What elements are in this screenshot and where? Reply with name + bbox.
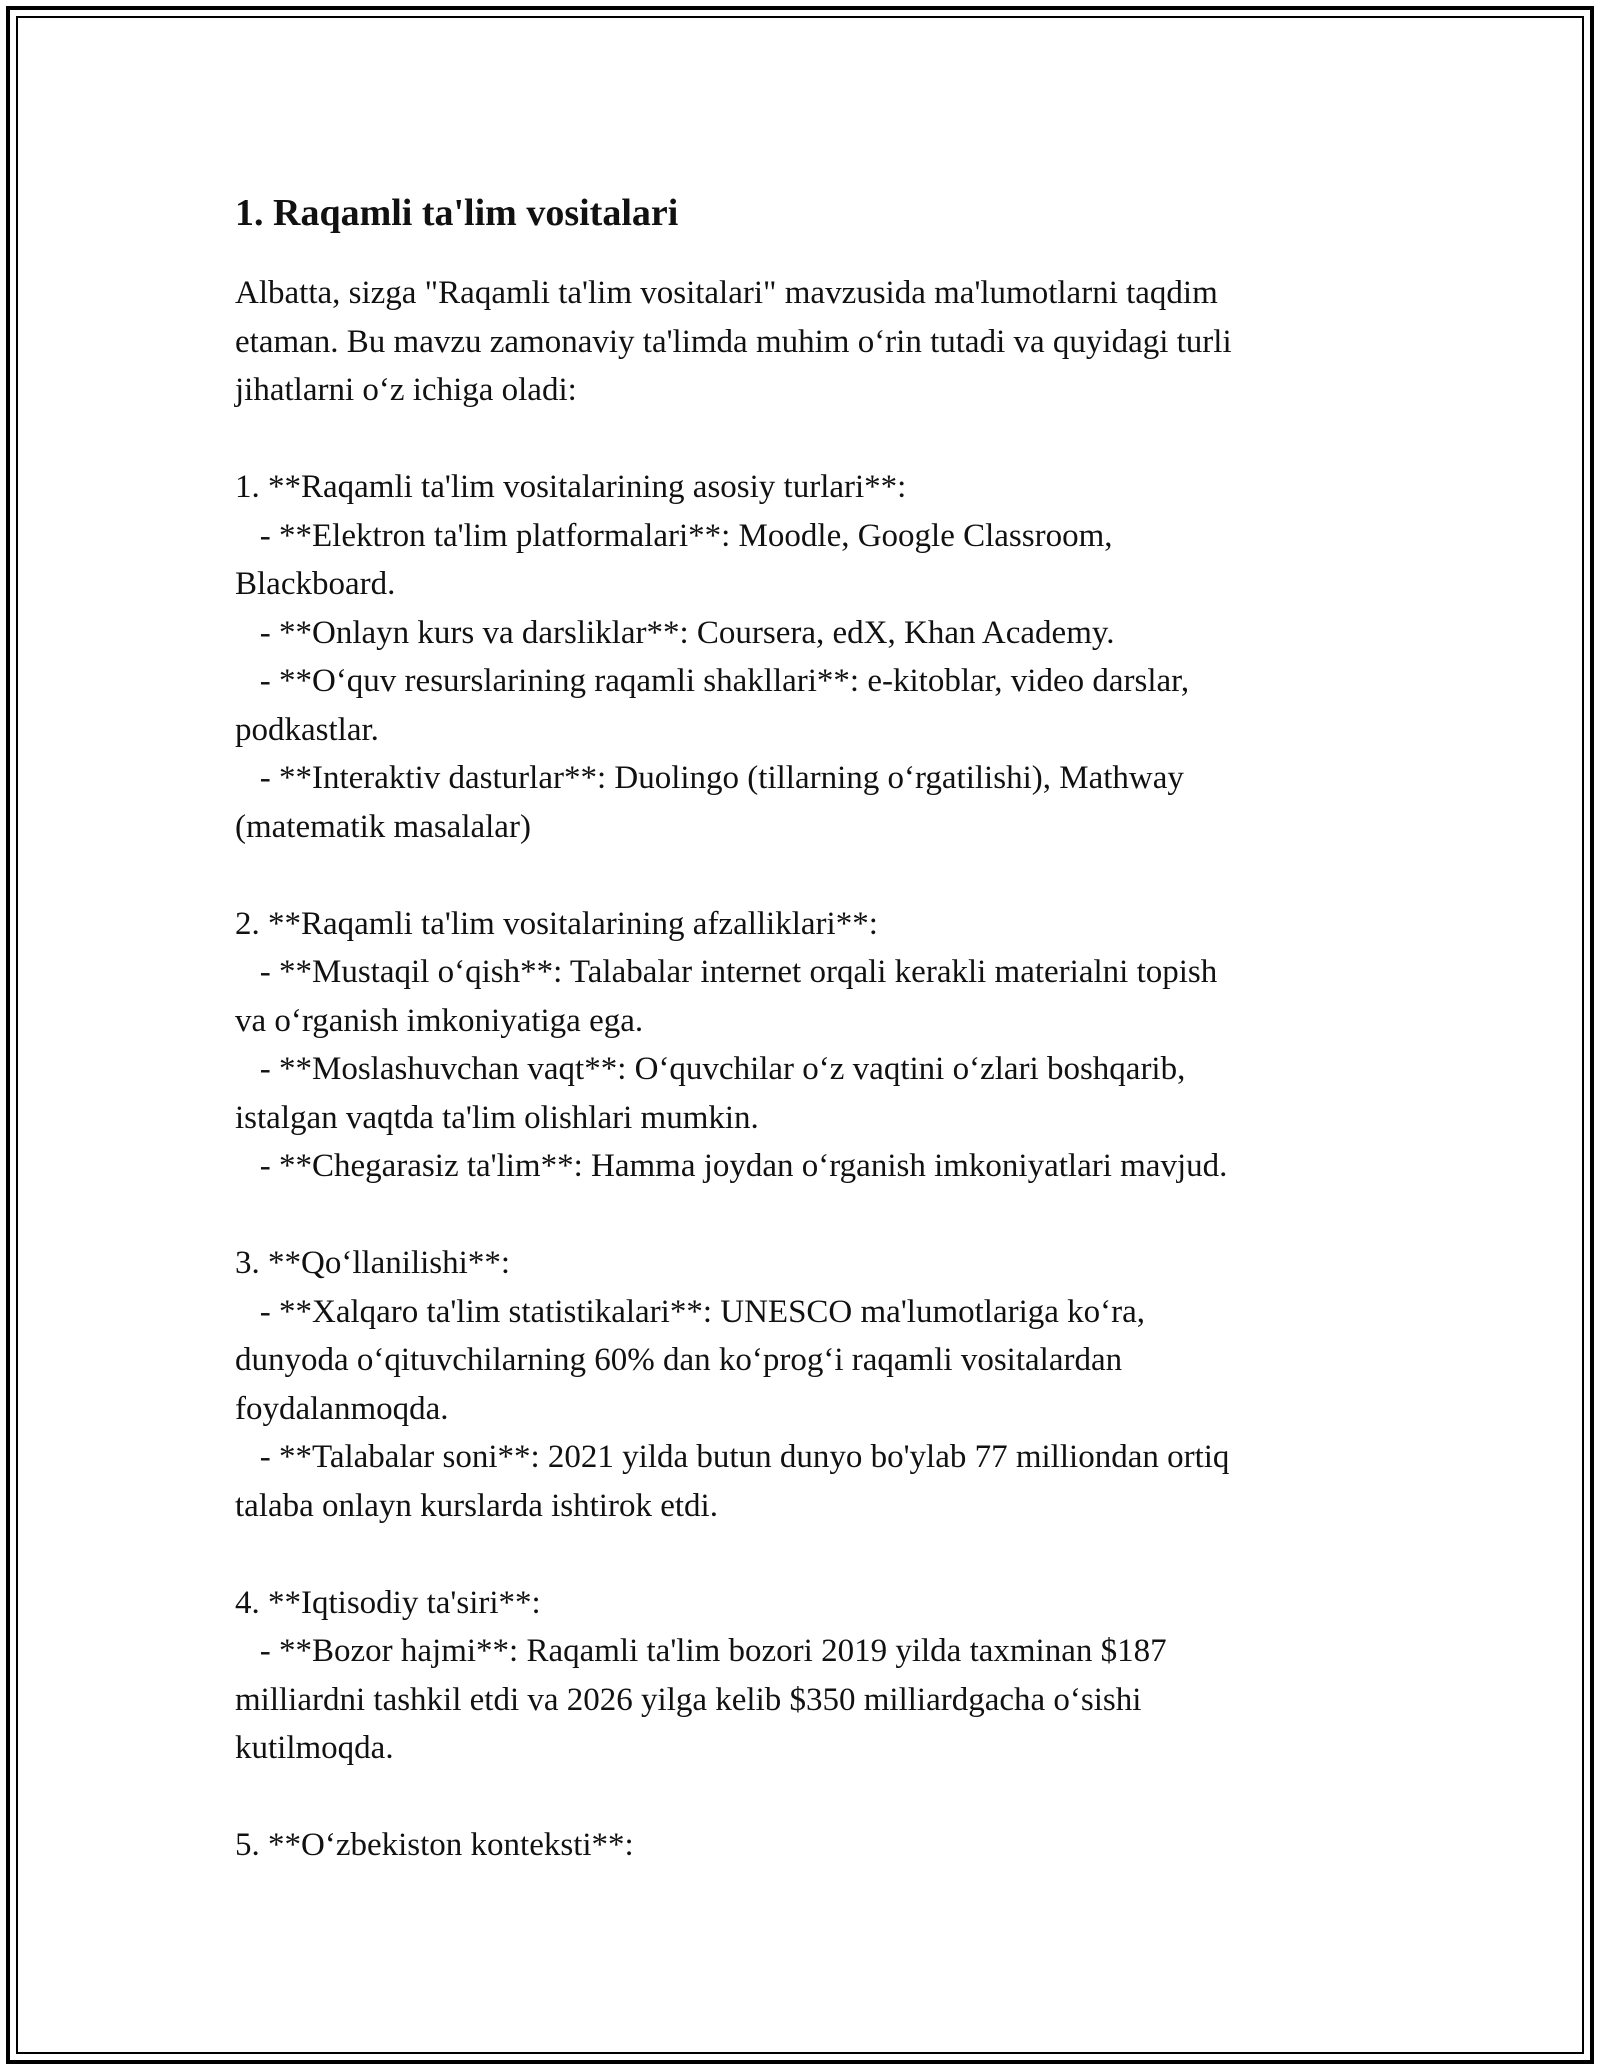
document-body: Albatta, sizga "Raqamli ta'lim vositalari" mavzusida ma'lumotlarni taqdim etaman. Bu mavzu zamonaviy ta'limda muhim oʻrin tutadi va quyidagi turli jihatlarni oʻz ichiga oladi: 1. **Raqamli ta'lim vositalarining asosiy turlari**: - **Elektron ta'lim platformalari**: Moodle, Google Classroom, Blackboard. - **Onlayn kurs va darsliklar**: Coursera, edX, Khan Academy. - **Oʻquv resurslarining raqamli shakllari**: e-kitoblar, video darslar, podkastlar. - **Interaktiv dasturlar**: Duolingo (tillarning oʻrgatilishi), Mathway (matematik masalalar) 2. **Raqamli ta'lim vositalarining afzalliklari**: - **Mustaqil oʻqish**: Talabalar internet orqali kerakli materialni topish va oʻrganish imkoniyatiga ega. - **Moslashuvchan vaqt**: Oʻquvchilar oʻz vaqtini oʻzlari boshqarib, istalgan vaqtda ta'lim olishlari mumkin. - **Chegarasiz ta'lim**: Hamma joydan oʻrganish imkoniyatlari mavjud. 3. **Qoʻllanilishi**: - **Xalqaro ta'lim statistikalari**: UNESCO ma'lumotlariga koʻra, dunyoda oʻqituvchilarning 60% dan koʻprogʻi raqamli vositalardan foydalanmoqda. - **Talabalar soni**: 2021 yilda butun dunyo bo'ylab 77 milliondan ortiq talaba onlayn kurslarda ishtirok etdi. 4. **Iqtisodiy ta'siri**: - **Bozor hajmi**: Raqamli ta'lim bozori 2019 yilda taxminan $187 milliardni tashkil etdi va 2026 yilga kelib $350 milliardgacha oʻsishi kutilmoqda. 5. **Oʻzbekiston konteksti**:: [235, 275, 1232, 1863]
document-title: 1. Raqamli ta'lim vositalari: [235, 192, 679, 234]
document-content: [235, 185, 1365, 1870]
